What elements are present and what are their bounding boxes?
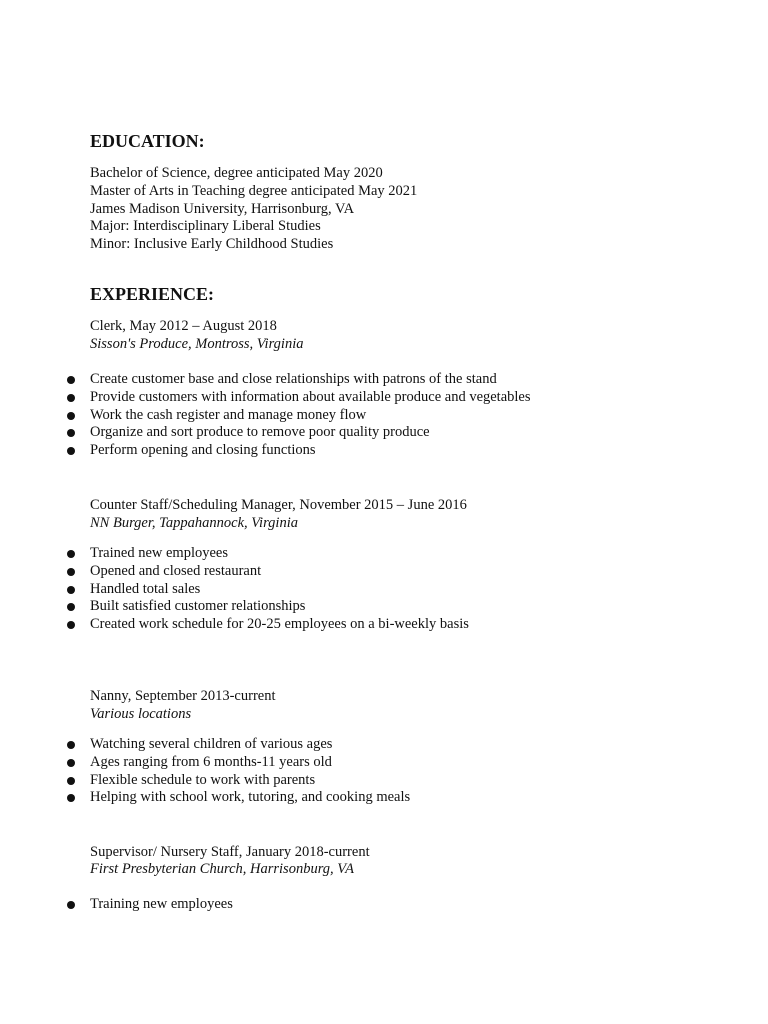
- job-title: Supervisor/ Nursery Staff, January 2018-current: [90, 844, 370, 860]
- job-title: Counter Staff/Scheduling Manager, November 2015 – June 2016: [90, 497, 467, 513]
- job-employer: Sisson's Produce, Montross, Virginia: [90, 336, 304, 352]
- job-title: Nanny, September 2013-current: [90, 688, 276, 704]
- job-employer: NN Burger, Tappahannock, Virginia: [90, 515, 298, 531]
- resume-page: EDUCATION: Bachelor of Science, degree anticipated May 2020 Master of Arts in Teaching degree anticipated May 2021 James Madison University, Harrisonburg, VA Major: Interdisciplinary Liberal Studies Minor: Inclusive Early Childhood Studies EXPERIENCE: Clerk, May 2012 – August 2018 Sisson's Produce, Montross, Virginia Create customer base and close relationships with patrons of the stand Provide customers with information about available produce and vegetables Work the cash register and manage money flow Organize and sort produce to remove poor quality produce Perform opening and closing functions Counter Staff/Scheduling Manager, November 2015 – June 2016 NN Burger, Tappahannock, Virginia Trained new employees Opened and closed restaurant Handled total sales Built satisfied customer relationships Created work schedule for 20-25 employees on a bi-weekly basis Nanny, September 2013-current Various locations Watching several children of various ages Ages ranging from 6 months-11 years old Flexible schedule to work with parents Helping with school work, tutoring, and cooking meals Supervisor/ Nursery Staff, January 2018-current First Presbyterian Church, Harrisonburg, VA Training new employees: [0, 0, 768, 1024]
- bullet-icon: [67, 777, 75, 785]
- bullet-icon: [67, 429, 75, 437]
- job-employer: Various locations: [90, 706, 192, 722]
- education-line: Master of Arts in Teaching degree anticipated May 2021: [90, 183, 418, 199]
- bullet-icon: [67, 447, 75, 455]
- bullet-icon: [67, 621, 75, 629]
- job-title: Clerk, May 2012 – August 2018: [90, 318, 277, 334]
- bullet-icon: [67, 759, 75, 767]
- education-line: Major: Interdisciplinary Liberal Studies: [90, 218, 321, 234]
- experience-heading: EXPERIENCE:: [90, 284, 215, 304]
- bullet-icon: [67, 568, 75, 576]
- education-line: James Madison University, Harrisonburg, VA: [90, 201, 355, 217]
- job-employer: First Presbyterian Church, Harrisonburg, VA: [90, 861, 354, 877]
- bullet-icon: [67, 901, 75, 909]
- bullet-icon: [67, 376, 75, 384]
- bullet-icon: [67, 741, 75, 749]
- bullet-icon: [67, 586, 75, 594]
- bullet-icon: [67, 603, 75, 611]
- bullet-icon: [67, 794, 75, 802]
- bullet-icon: [67, 550, 75, 558]
- bullet-icon: [67, 412, 75, 420]
- education-line: Minor: Inclusive Early Childhood Studies: [90, 236, 334, 252]
- education-heading: EDUCATION:: [90, 131, 205, 151]
- education-line: Bachelor of Science, degree anticipated May 2020: [90, 165, 383, 181]
- bullet-icon: [67, 394, 75, 402]
